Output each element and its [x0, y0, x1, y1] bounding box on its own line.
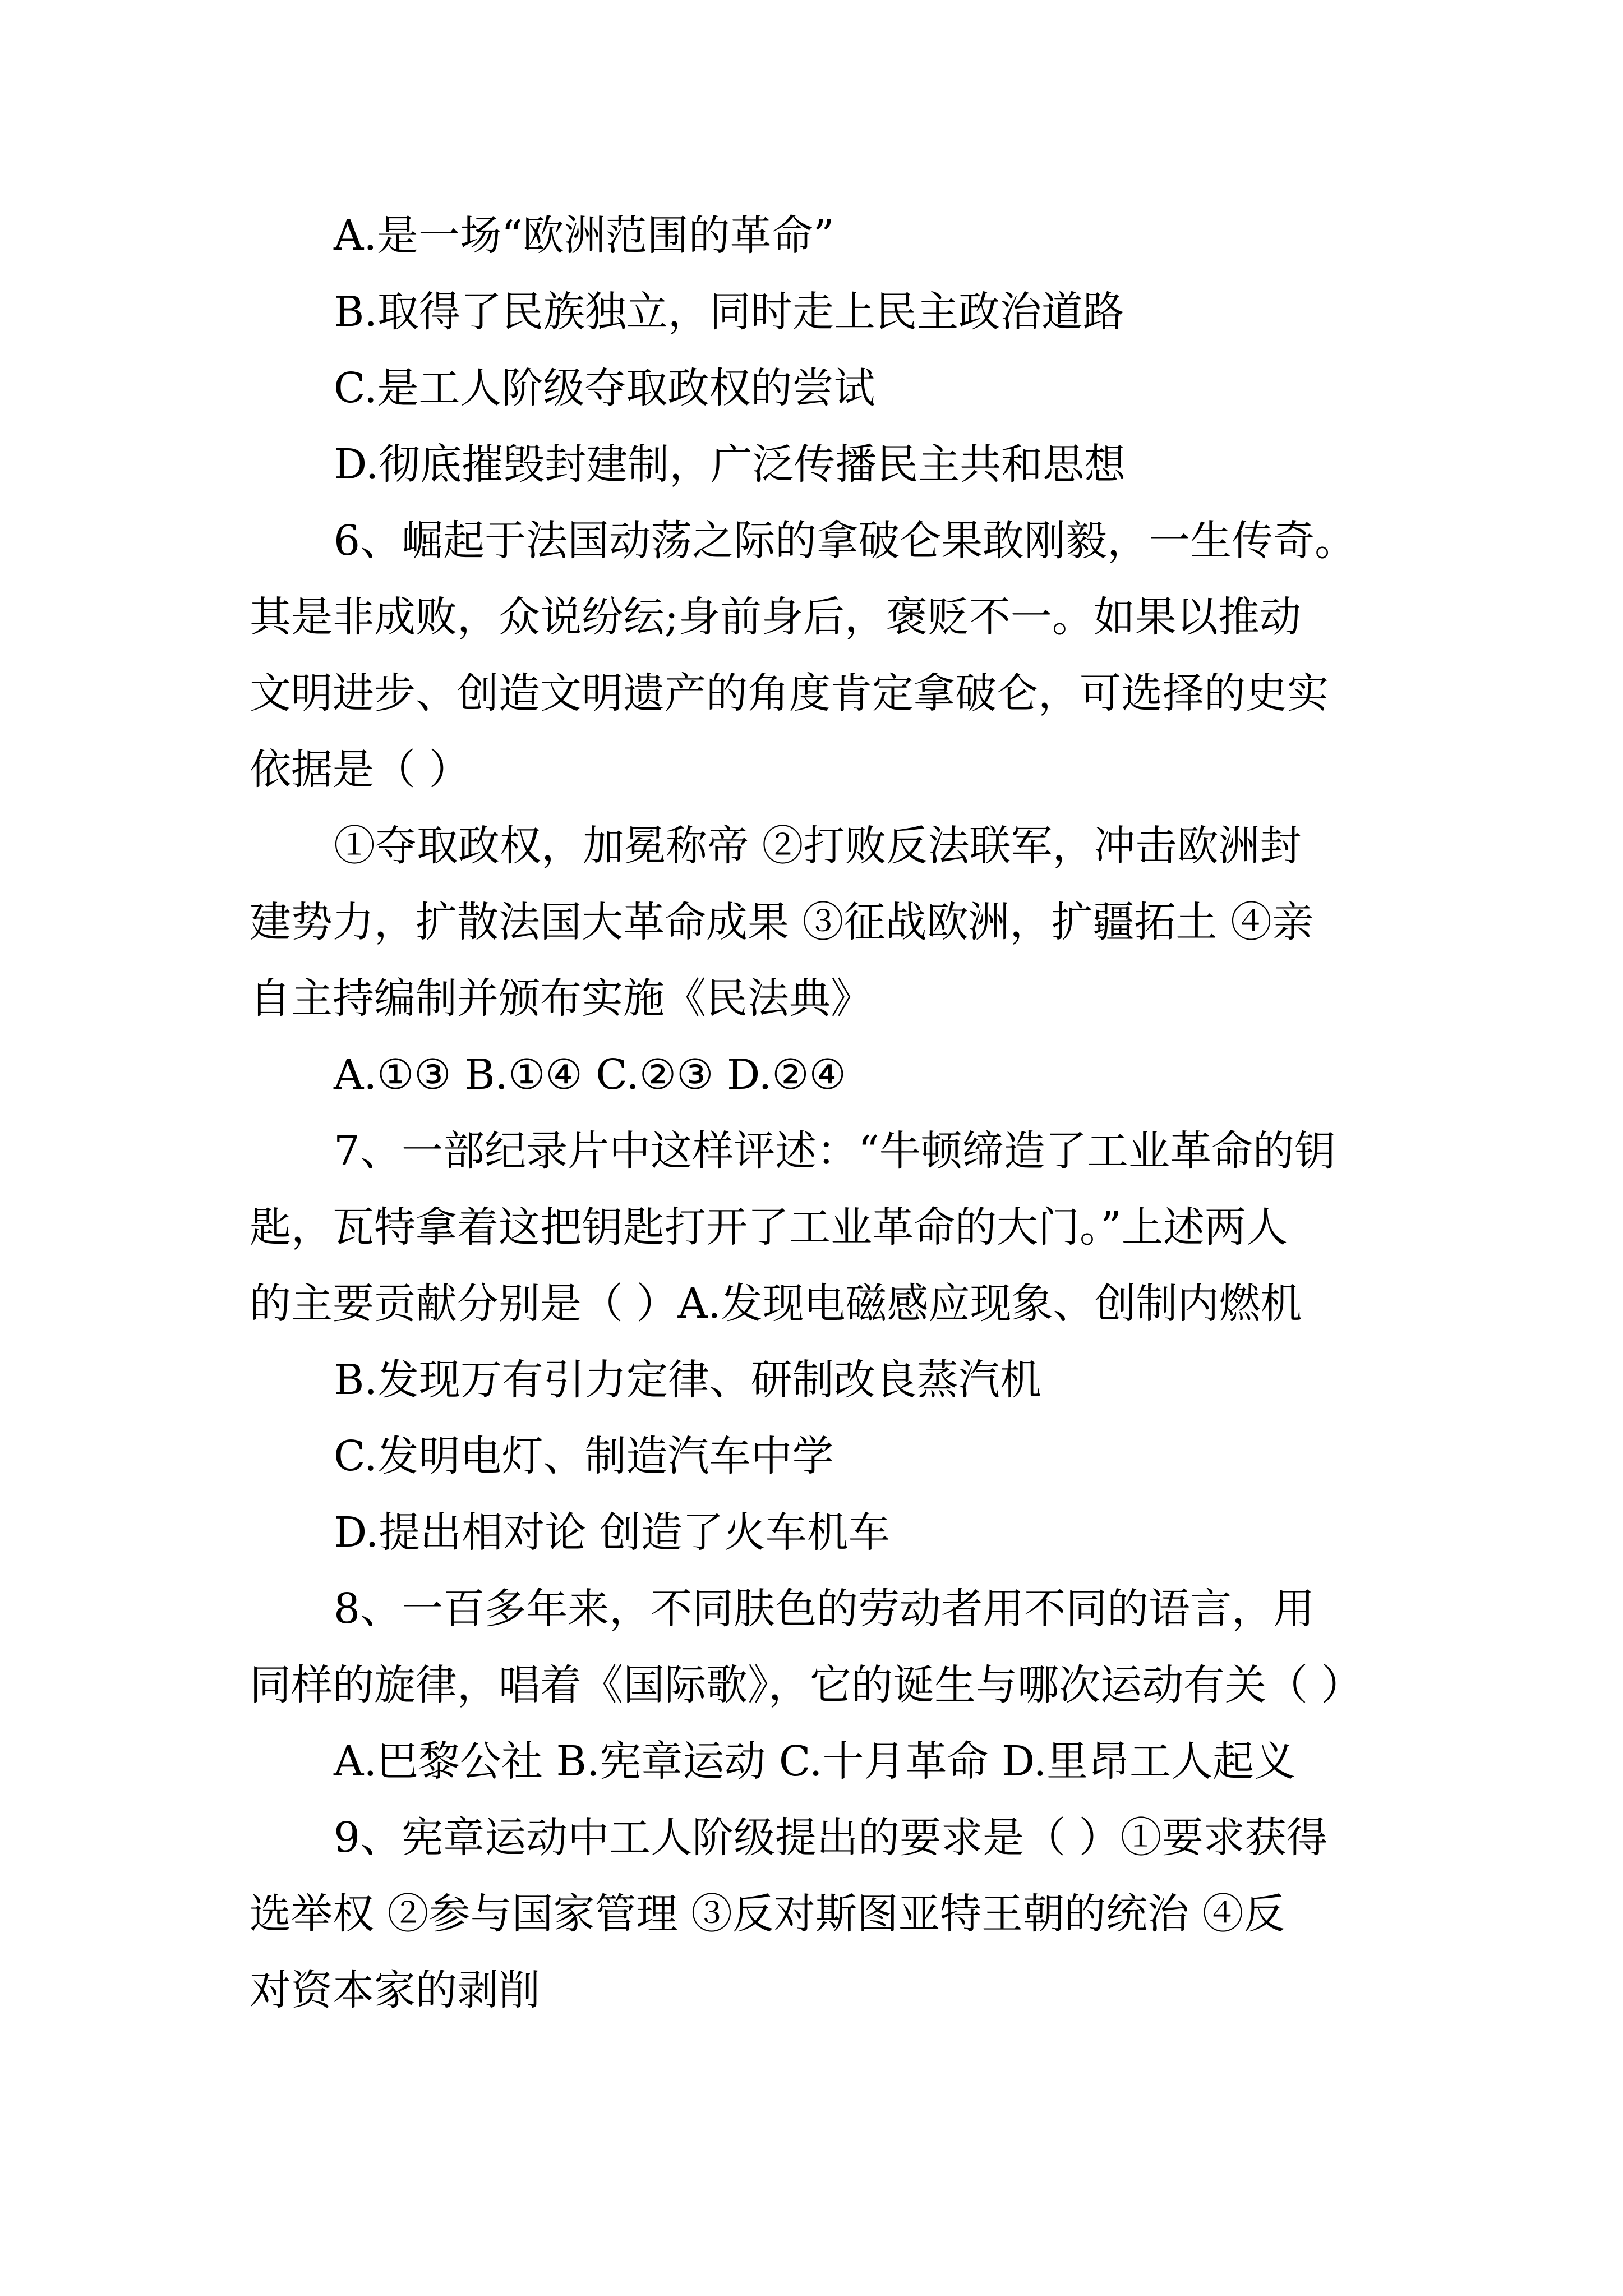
text-line: 对资本家的剥削 [250, 1966, 540, 2014]
text-line: B.取得了民族独立，同时走上民主政治道路 [334, 288, 1124, 336]
text-line: 建势力，扩散法国大革命成果 ③征战欧洲，扩疆拓土 ④亲 [250, 898, 1314, 946]
text-line: 选举权 ②参与国家管理 ③反对斯图亚特王朝的统治 ④反 [250, 1890, 1285, 1938]
text-line: 的主要贡献分别是（ ）A.发现电磁感应现象、创制内燃机 [250, 1280, 1302, 1328]
text-line: 7、一部纪录片中这样评述：“牛顿缔造了工业革命的钥 [334, 1127, 1336, 1175]
document-body [250, 197, 1385, 2028]
text-line: D.提出相对论 创造了火车机车 [334, 1508, 890, 1557]
text-line: 同样的旋律，唱着《国际歌》，它的诞生与哪次运动有关（ ） [250, 1661, 1363, 1709]
text-line: A.①③ B.①④ C.②③ D.②④ [334, 1051, 846, 1099]
text-line: B.发现万有引力定律、研制改良蒸汽机 [334, 1356, 1041, 1404]
text-line: A.巴黎公社 B.宪章运动 C.十月革命 D.里昂工人起义 [334, 1737, 1296, 1786]
text-line: 匙，瓦特拿着这把钥匙打开了工业革命的大门。”上述两人 [250, 1203, 1288, 1251]
text-line: 9、宪章运动中工人阶级提出的要求是（ ）①要求获得 [334, 1814, 1328, 1862]
text-line: C.是工人阶级夺取政权的尝试 [334, 364, 875, 412]
text-line: 依据是（ ） [250, 746, 471, 794]
text-line: ①夺取政权，加冕称帝 ②打败反法联军，冲击欧洲封 [334, 822, 1302, 870]
text-line: 自主持编制并颁布实施《民法典》 [250, 974, 872, 1023]
text-line: 其是非成败，众说纷纭;身前身后，褒贬不一。如果以推动 [250, 593, 1301, 641]
text-line: A.是一场“欧洲范围的革命” [334, 211, 834, 260]
text-line: 6、崛起于法国动荡之际的拿破仑果敢刚毅，一生传奇。 [334, 517, 1357, 565]
text-line: C.发明电灯、制造汽车中学 [334, 1432, 834, 1480]
text-line: 8、一百多年来，不同肤色的劳动者用不同的语言，用 [334, 1585, 1315, 1633]
text-line: 文明进步、创造文明遗产的角度肯定拿破仑，可选择的史实 [250, 669, 1329, 717]
text-line: D.彻底摧毁封建制，广泛传播民主共和思想 [334, 440, 1126, 489]
